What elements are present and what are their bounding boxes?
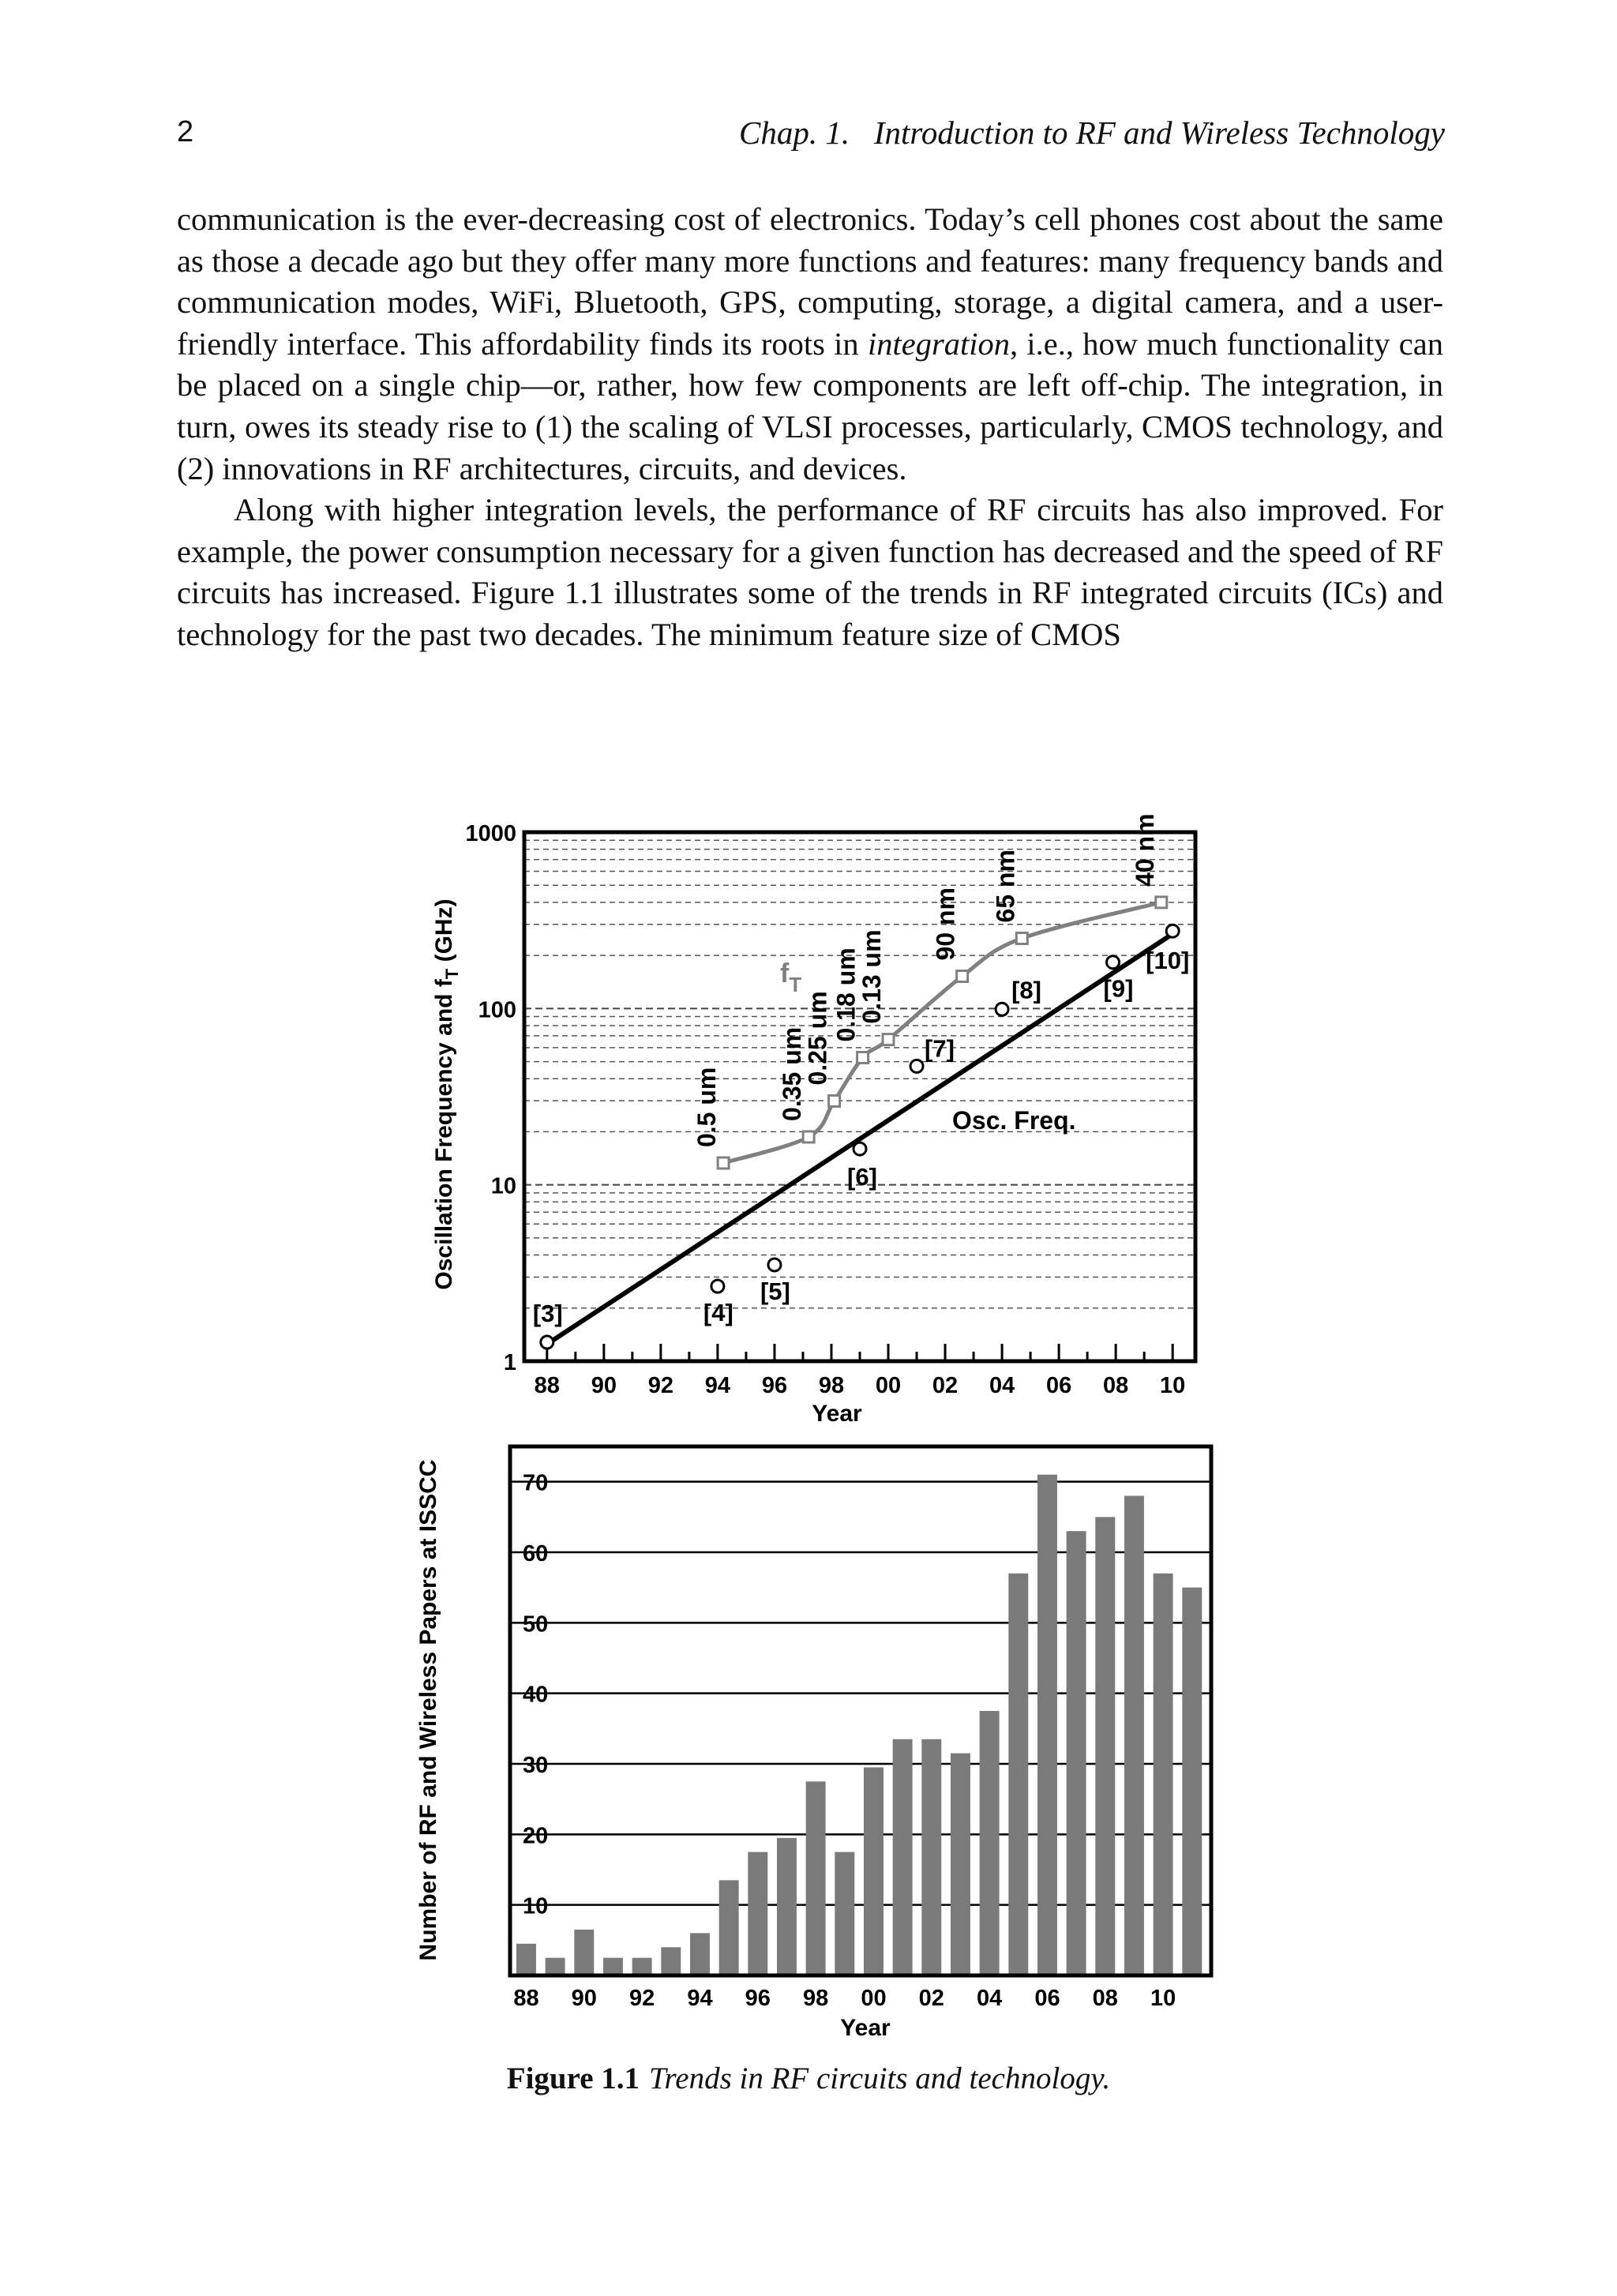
bar [1095, 1517, 1115, 1975]
bottom-chart-y-tick-label: 10 [523, 1893, 549, 1919]
top-chart-x-axis-label: Year [812, 1401, 862, 1427]
bottom-chart-y-tick-label: 40 [523, 1682, 549, 1708]
paragraph-2: Along with higher integration levels, the performance of RF circuits has also improved. For example, the power consumption necessary for a given function has decreased and the speed of RF circuits has increased. Figure 1.1 illustrates some of the trends in RF integrated circuits (ICs) and technology for the past two decades. The minimum feature size of CMOS [177, 492, 1443, 652]
osc-reference-label: [10] [1146, 947, 1190, 975]
bottom-chart-x-tick-label: 00 [861, 1986, 887, 2011]
ft-marker [1016, 932, 1027, 944]
osc-marker [910, 1060, 923, 1072]
top-chart-x-tick-label: 98 [818, 1373, 845, 1398]
ft-marker [857, 1052, 869, 1063]
process-node-label: 0.25 um [803, 991, 832, 1086]
bar [632, 1958, 652, 1975]
process-node-label: 90 nm [931, 887, 960, 961]
bottom-chart-y-tick-label: 70 [523, 1470, 549, 1496]
process-node-label: 0.13 um [857, 929, 887, 1024]
bar [748, 1852, 767, 1975]
bottom-chart-x-tick-label: 02 [918, 1986, 944, 2011]
top-chart-y-axis-label-unit: (GHz) [431, 899, 457, 969]
bar [1124, 1496, 1144, 1975]
bottom-chart-x-tick-label: 88 [513, 1986, 539, 2011]
top-chart-y-axis-label-main: Oscillation Frequency and f [431, 979, 457, 1290]
bar [1008, 1574, 1028, 1975]
bar [777, 1838, 797, 1975]
bar [806, 1781, 826, 1975]
bottom-chart-x-tick-label: 98 [803, 1986, 829, 2011]
ft-marker [883, 1034, 894, 1045]
figure-caption-text: Trends in RF circuits and technology. [649, 2062, 1111, 2095]
figure-caption-label: Figure 1.1 [506, 2062, 640, 2095]
ft-marker [957, 970, 968, 981]
bar [546, 1958, 565, 1975]
bottom-chart-x-tick-label: 04 [977, 1986, 1003, 2011]
oscillation-frequency-chart [431, 813, 1195, 1427]
top-chart-x-tick-label: 08 [1103, 1373, 1129, 1398]
top-chart-x-tick-label: 02 [932, 1373, 959, 1398]
top-chart-x-tick-label: 88 [534, 1373, 560, 1398]
osc-reference-label: [3] [532, 1300, 563, 1328]
ft-series-label-subscript: T [789, 973, 802, 996]
process-node-label: 65 nm [991, 849, 1020, 923]
osc-marker [854, 1142, 866, 1155]
osc-reference-label: [9] [1103, 974, 1134, 1003]
bar [1067, 1531, 1086, 1975]
ft-marker [718, 1157, 729, 1169]
bar [690, 1933, 710, 1975]
bar [921, 1739, 941, 1975]
osc-reference-label: [7] [925, 1034, 955, 1063]
bottom-chart-x-ticks [513, 1986, 1176, 2011]
process-node-label: 40 nm [1130, 813, 1159, 887]
bottom-chart-y-ticks [523, 1471, 548, 1919]
top-chart-y-tick-label: 10 [490, 1173, 516, 1199]
osc-marker [768, 1259, 781, 1271]
top-chart-x-tick-label: 94 [704, 1373, 731, 1398]
bar [574, 1930, 594, 1975]
bar [1037, 1475, 1057, 1975]
bottom-chart-y-tick-label: 50 [523, 1611, 549, 1638]
paragraph-1-text-b: , i.e., how much functionality can be placed on a single chip—or, rather, how few components are left off-chip. The integration, in turn, owes its steady rise to (1) the scaling of VLSI processes, particularly, CMOS technology, and (2) innovations in RF architectures, circuits, and devices. [177, 325, 1443, 486]
top-chart-x-tick-label: 96 [761, 1373, 788, 1398]
osc-marker [711, 1280, 724, 1292]
top-chart-x-ticks [535, 1344, 1186, 1398]
osc-marker [1107, 956, 1120, 969]
bar [719, 1880, 739, 1975]
ft-marker [829, 1095, 840, 1106]
ft-series-label [780, 959, 801, 996]
top-chart-y-tick-label: 1000 [465, 821, 516, 846]
bar [835, 1852, 854, 1975]
bottom-chart-x-tick-label: 94 [687, 1986, 713, 2011]
top-chart-x-tick-label: 00 [875, 1373, 902, 1398]
bar [516, 1944, 536, 1975]
ft-series-label-main: f [780, 959, 790, 989]
running-head: Chap. 1. Introduction to RF and Wireless Technology [739, 114, 1445, 151]
bar [951, 1754, 970, 1975]
bottom-chart-x-tick-label: 90 [571, 1986, 597, 2011]
top-chart-x-tick-label: 10 [1160, 1373, 1186, 1398]
top-chart-y-ticks [465, 821, 516, 1375]
osc-reference-label: [6] [847, 1163, 877, 1191]
bar [1154, 1574, 1173, 1975]
top-chart-y-tick-label: 1 [503, 1350, 516, 1375]
process-node-label: 0.18 um [831, 947, 861, 1042]
osc-freq-series-label: Osc. Freq. [952, 1106, 1076, 1135]
bottom-chart-x-tick-label: 96 [745, 1986, 771, 2011]
isscc-papers-chart [415, 1446, 1211, 2041]
top-chart-y-axis-label [431, 899, 462, 1289]
bottom-chart-y-tick-label: 60 [523, 1541, 549, 1566]
top-chart-x-tick-label: 04 [989, 1373, 1015, 1398]
bottom-chart-x-axis-label: Year [840, 2015, 891, 2041]
process-node-label: 0.35 um [778, 1026, 807, 1121]
bottom-chart-y-tick-label: 30 [523, 1753, 549, 1778]
osc-marker [996, 1003, 1008, 1015]
bottom-chart-x-tick-label: 08 [1092, 1986, 1118, 2011]
bottom-chart-x-tick-label: 92 [629, 1986, 655, 2011]
osc-reference-label: [4] [703, 1299, 733, 1327]
osc-reference-label: [5] [760, 1277, 790, 1305]
osc-marker [1166, 925, 1179, 937]
page-number: 2 [177, 115, 194, 148]
top-chart-y-tick-label: 100 [478, 997, 516, 1023]
process-node-label: 0.5 um [692, 1067, 722, 1148]
figure-caption [0, 2061, 1617, 2096]
bottom-chart-x-tick-label: 06 [1034, 1986, 1060, 2011]
bottom-chart-y-tick-label: 20 [523, 1823, 549, 1849]
ft-marker [1156, 897, 1167, 908]
bottom-chart-x-tick-label: 10 [1150, 1986, 1176, 2011]
top-chart-x-tick-label: 90 [591, 1373, 617, 1398]
bar [893, 1739, 913, 1975]
top-chart-gridlines [524, 840, 1195, 1308]
top-chart-x-tick-label: 06 [1045, 1373, 1072, 1398]
bottom-chart-y-axis-label: Number of RF and Wireless Papers at ISSCC [415, 1459, 441, 1961]
bar [1182, 1588, 1202, 1975]
paragraph-1-emphasis: integration [867, 325, 1010, 362]
bar [603, 1958, 623, 1975]
osc-reference-label: [8] [1011, 976, 1041, 1004]
top-chart-x-tick-label: 92 [647, 1373, 674, 1398]
bar [661, 1947, 681, 1975]
bottom-chart-bars [516, 1475, 1202, 1975]
top-chart-y-axis-label-subscript: T [442, 968, 462, 980]
paragraph-1-text-a: communication is the ever-decreasing cost of electronics. Today’s cell phones cost about the same as those a decade ago but they offer many more functions and features: many frequency bands and communication modes, WiFi, Bluetooth, GPS, computing, storage, a digital camera, and a user-friendly interface. This affordability finds its roots in [177, 201, 1443, 362]
bar [980, 1711, 1000, 1975]
ft-marker [803, 1131, 814, 1142]
osc-marker [541, 1336, 553, 1349]
bar [864, 1767, 884, 1975]
top-chart-frame [524, 832, 1195, 1361]
